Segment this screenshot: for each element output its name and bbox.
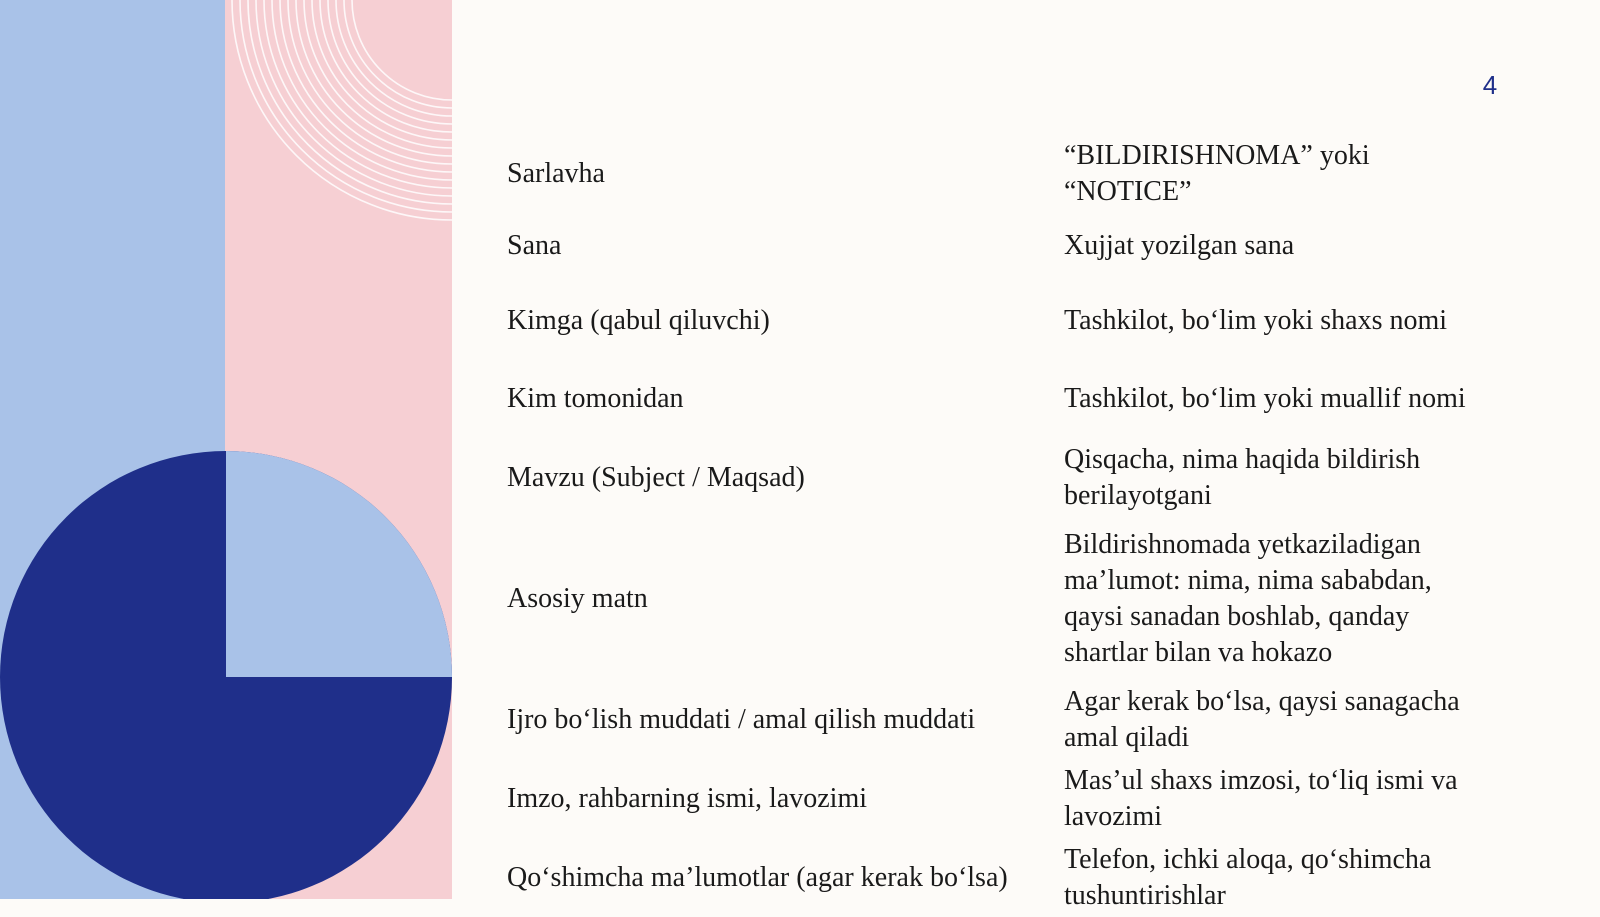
ring-arc	[248, 0, 452, 204]
row-value: Tashkilot, bo‘lim yoki muallif nomi	[1064, 383, 1466, 414]
slide-number: 4	[1482, 70, 1498, 100]
row-label: Kimga (qabul qiluvchi)	[507, 305, 770, 336]
row-label: Sana	[507, 230, 562, 261]
row-value: Bildirishnomada yetkaziladigan ma’lumot: nima, nima sababdan, qaysi sanadan boshlab, qanday shartlar bilan va hokazo	[1064, 529, 1432, 668]
ring-arc	[304, 0, 452, 148]
ring-arc	[352, 0, 452, 100]
row-value: Telefon, ichki aloqa, qo‘shimcha tushuntirishlar	[1064, 844, 1432, 911]
pie-quadrant-graphic	[0, 450, 452, 899]
row-value: Agar kerak bo‘lsa, qaysi sanagacha amal qiladi	[1064, 686, 1460, 753]
row-label: Ijro bo‘lish muddati / amal qilish muddati	[507, 704, 976, 735]
ring-arc	[240, 0, 452, 212]
row-value: “BILDIRISHNOMA” yoki “NOTICE”	[1064, 140, 1370, 207]
row-label: Kim tomonidan	[507, 383, 684, 414]
row-value: Qisqacha, nima haqida bildirish berilayotgani	[1064, 443, 1421, 511]
decorative-panel	[0, 0, 452, 899]
table-row	[507, 138, 1567, 210]
row-label: Qo‘shimcha ma’lumotlar (agar kerak bo‘lsa)	[507, 862, 1008, 893]
ring-arc	[256, 0, 452, 196]
pie-quadrant-slice	[226, 451, 452, 677]
ring-arc	[344, 0, 452, 108]
table-row	[507, 517, 1567, 681]
row-value: Tashkilot, bo‘lim yoki shaxs nomi	[1064, 305, 1448, 336]
row-value: Xujjat yozilgan sana	[1064, 230, 1295, 261]
concentric-rings-decoration	[225, 0, 452, 230]
ring-arc	[312, 0, 452, 140]
ring-arc	[328, 0, 452, 124]
row-label: Mavzu (Subject / Maqsad)	[507, 461, 805, 493]
table-row	[507, 438, 1567, 517]
table-row	[507, 839, 1567, 917]
table-row	[507, 210, 1567, 282]
table-row	[507, 360, 1567, 438]
table-row	[507, 681, 1567, 759]
content-table	[507, 138, 1567, 917]
ring-arc	[320, 0, 452, 132]
row-value: Mas’ul shaxs imzosi, to‘liq ismi va lavozimi	[1064, 765, 1458, 832]
table-row	[507, 759, 1567, 839]
row-label: Sarlavha	[507, 158, 605, 189]
row-label: Imzo, rahbarning ismi, lavozimi	[507, 783, 868, 814]
row-label: Asosiy matn	[507, 583, 648, 614]
table-row	[507, 282, 1567, 360]
ring-arc	[264, 0, 452, 188]
